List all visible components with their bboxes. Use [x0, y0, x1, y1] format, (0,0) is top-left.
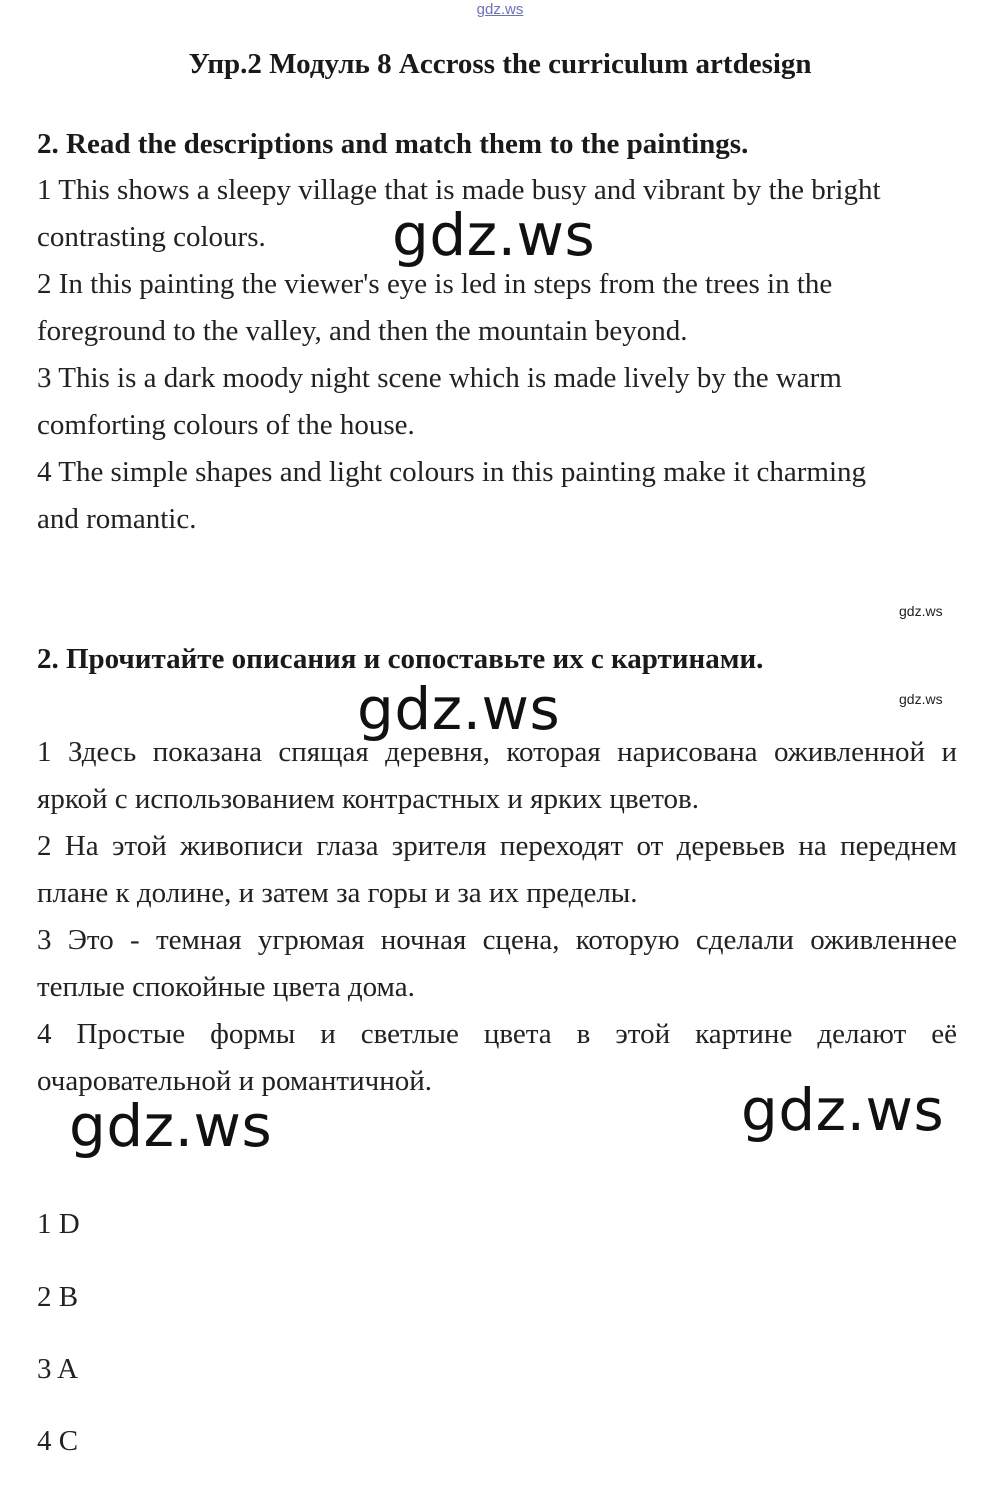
russian-line: 2 На этой живописи глаза зрителя переходят от деревьев на переднем [37, 830, 957, 862]
english-line: and romantic. [37, 503, 197, 535]
russian-line: теплые спокойные цвета дома. [37, 971, 415, 1003]
watermark-large: gdz.ws [741, 1076, 945, 1144]
watermark-large: gdz.ws [392, 201, 596, 269]
page-title: Упр.2 Модуль 8 Accross the curriculum artdesign [188, 48, 812, 80]
answer-item: 2 B [37, 1281, 79, 1313]
russian-line: яркой с использованием контрастных и ярких цветов. [37, 783, 700, 815]
russian-line: очаровательной и романтичной. [37, 1065, 432, 1097]
watermark-small: gdz.ws [899, 603, 943, 619]
watermark-small: gdz.ws [899, 691, 943, 707]
answer-item: 4 C [37, 1425, 79, 1457]
english-line: comforting colours of the house. [37, 409, 415, 441]
english-heading: 2. Read the descriptions and match them to the paintings. [37, 128, 749, 160]
english-line: 4 The simple shapes and light colours in this painting make it charming [37, 456, 867, 488]
russian-line: 4 Простые формы и светлые цвета в этой картине делают её [37, 1018, 957, 1050]
watermark-large: gdz.ws [357, 675, 561, 743]
watermark-large: gdz.ws [69, 1092, 273, 1160]
russian-heading: 2. Прочитайте описания и сопоставьте их с картинами. [37, 643, 764, 675]
russian-line: плане к долине, и затем за горы и за их пределы. [37, 877, 638, 909]
english-line: foreground to the valley, and then the mountain beyond. [37, 315, 688, 347]
english-line: contrasting colours. [37, 221, 266, 253]
english-line: 2 In this painting the viewer's eye is led in steps from the trees in the [37, 268, 833, 300]
english-line: 1 This shows a sleepy village that is made busy and vibrant by the bright [37, 174, 881, 206]
russian-line: 3 Это - темная угрюмая ночная сцена, которую сделали оживленнее [37, 924, 957, 956]
english-line: 3 This is a dark moody night scene which is made lively by the warm [37, 362, 842, 394]
answer-item: 1 D [37, 1208, 80, 1240]
top-watermark[interactable]: gdz.ws [476, 1, 524, 18]
russian-line: 1 Здесь показана спящая деревня, которая нарисована оживленной и [37, 736, 957, 768]
answer-item: 3 A [37, 1353, 79, 1385]
